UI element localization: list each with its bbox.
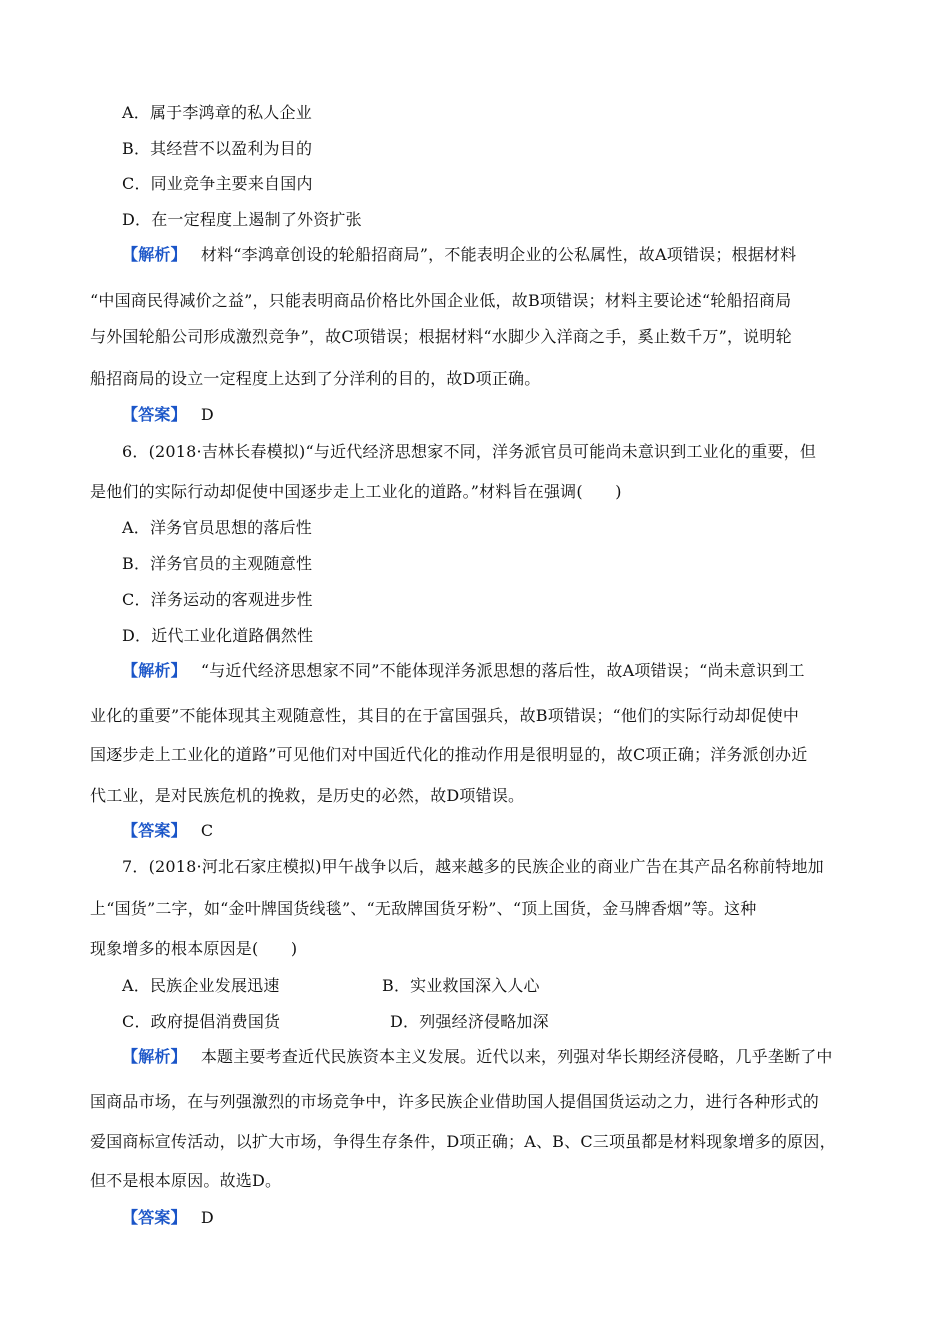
q6-option-b: B．洋务官员的主观随意性 [122,554,313,573]
analysis-tag: 【解析】 [122,245,187,264]
q7-option-d: D．列强经济侵略加深 [390,1012,549,1031]
analysis-tag: 【解析】 [122,1047,187,1066]
q7-stem-line-1: 7．(2018·河北石家庄模拟)甲午战争以后，越来越多的民族企业的商业广告在其产品名称前特地加 [122,857,824,876]
q6-stem-line-2: 是他们的实际行动却促使中国逐步走上工业化的道路。”材料旨在强调( ) [90,482,622,501]
q7-analysis-text: 本题主要考查近代民族资本主义发展。近代以来，列强对华长期经济侵略，几乎垄断了中 [200,1047,833,1066]
q6-analysis-line-1 [122,660,805,682]
answer-tag: 【答案】 [122,405,187,424]
q6-answer [122,820,213,842]
q6-option-d: D．近代工业化道路偶然性 [122,626,314,645]
analysis-tag: 【解析】 [122,661,187,680]
q6-analysis-line-3: 国逐步走上工业化的道路”可见他们对中国近代化的推动作用是很明显的，故C项正确；洋务派创办近 [90,745,808,764]
q7-option-b: B．实业救国深入人心 [382,976,540,995]
q7-answer-value: D [200,1208,214,1227]
q5-answer [122,404,214,426]
q5-option-b: B．其经营不以盈利为目的 [122,139,313,158]
q6-analysis-line-2: 业化的重要”不能体现其主观随意性，其目的在于富国强兵，故B项错误；“他们的实际行动却促使中 [90,706,800,725]
q5-analysis-line-1 [122,244,796,266]
q5-option-c: C．同业竞争主要来自国内 [122,174,313,193]
q7-analysis-line-2: 国商品市场，在与列强激烈的市场竞争中，许多民族企业借助国人提倡国货运动之力，进行各种形式的 [90,1092,820,1111]
q7-analysis-line-1 [122,1046,833,1068]
q5-analysis-text: 材料“李鸿章创设的轮船招商局”，不能表明企业的公私属性，故A项错误；根据材料 [200,245,797,264]
answer-tag: 【答案】 [122,1208,187,1227]
answer-tag: 【答案】 [122,821,187,840]
q7-answer [122,1207,214,1229]
q7-analysis-line-4: 但不是根本原因。故选D。 [90,1171,282,1190]
q5-option-d: D．在一定程度上遏制了外资扩张 [122,210,362,229]
q7-stem-line-3: 现象增多的根本原因是( ) [90,939,298,958]
q6-analysis-line-4: 代工业，是对民族危机的挽救，是历史的必然，故D项错误。 [90,786,525,805]
q7-option-a: A．民族企业发展迅速 [122,976,280,995]
q5-analysis-line-3: 与外国轮船公司形成激烈竞争”，故C项错误；根据材料“水脚少入洋商之手，奚止数千万”，说明轮 [90,327,792,346]
q6-stem-line-1: 6．(2018·吉林长春模拟)“与近代经济思想家不同，洋务派官员可能尚未意识到工业化的重要，但 [122,442,817,461]
q7-stem-line-2: 上“国货”二字，如“金叶牌国货线毯”、“无敌牌国货牙粉”、“顶上国货，金马牌香烟”等。这种 [90,899,757,918]
q6-option-c: C．洋务运动的客观进步性 [122,590,313,609]
q5-analysis-line-4: 船招商局的设立一定程度上达到了分洋利的目的，故D项正确。 [90,369,541,388]
q7-analysis-line-3: 爱国商标宣传活动，以扩大市场，争得生存条件，D项正确；A、B、C三项虽都是材料现象增多的原因， [90,1132,836,1151]
q6-option-a: A．洋务官员思想的落后性 [122,518,312,537]
q5-option-a: A．属于李鸿章的私人企业 [122,103,312,122]
q5-answer-value: D [200,405,214,424]
q7-option-c: C．政府提倡消费国货 [122,1012,281,1031]
q6-analysis-text: “与近代经济思想家不同”不能体现洋务派思想的落后性，故A项错误；“尚未意识到工 [200,661,805,680]
q6-answer-value: C [200,821,214,840]
q5-analysis-line-2: “中国商民得减价之益”，只能表明商品价格比外国企业低，故B项错误；材料主要论述“轮船招商局 [90,291,792,310]
